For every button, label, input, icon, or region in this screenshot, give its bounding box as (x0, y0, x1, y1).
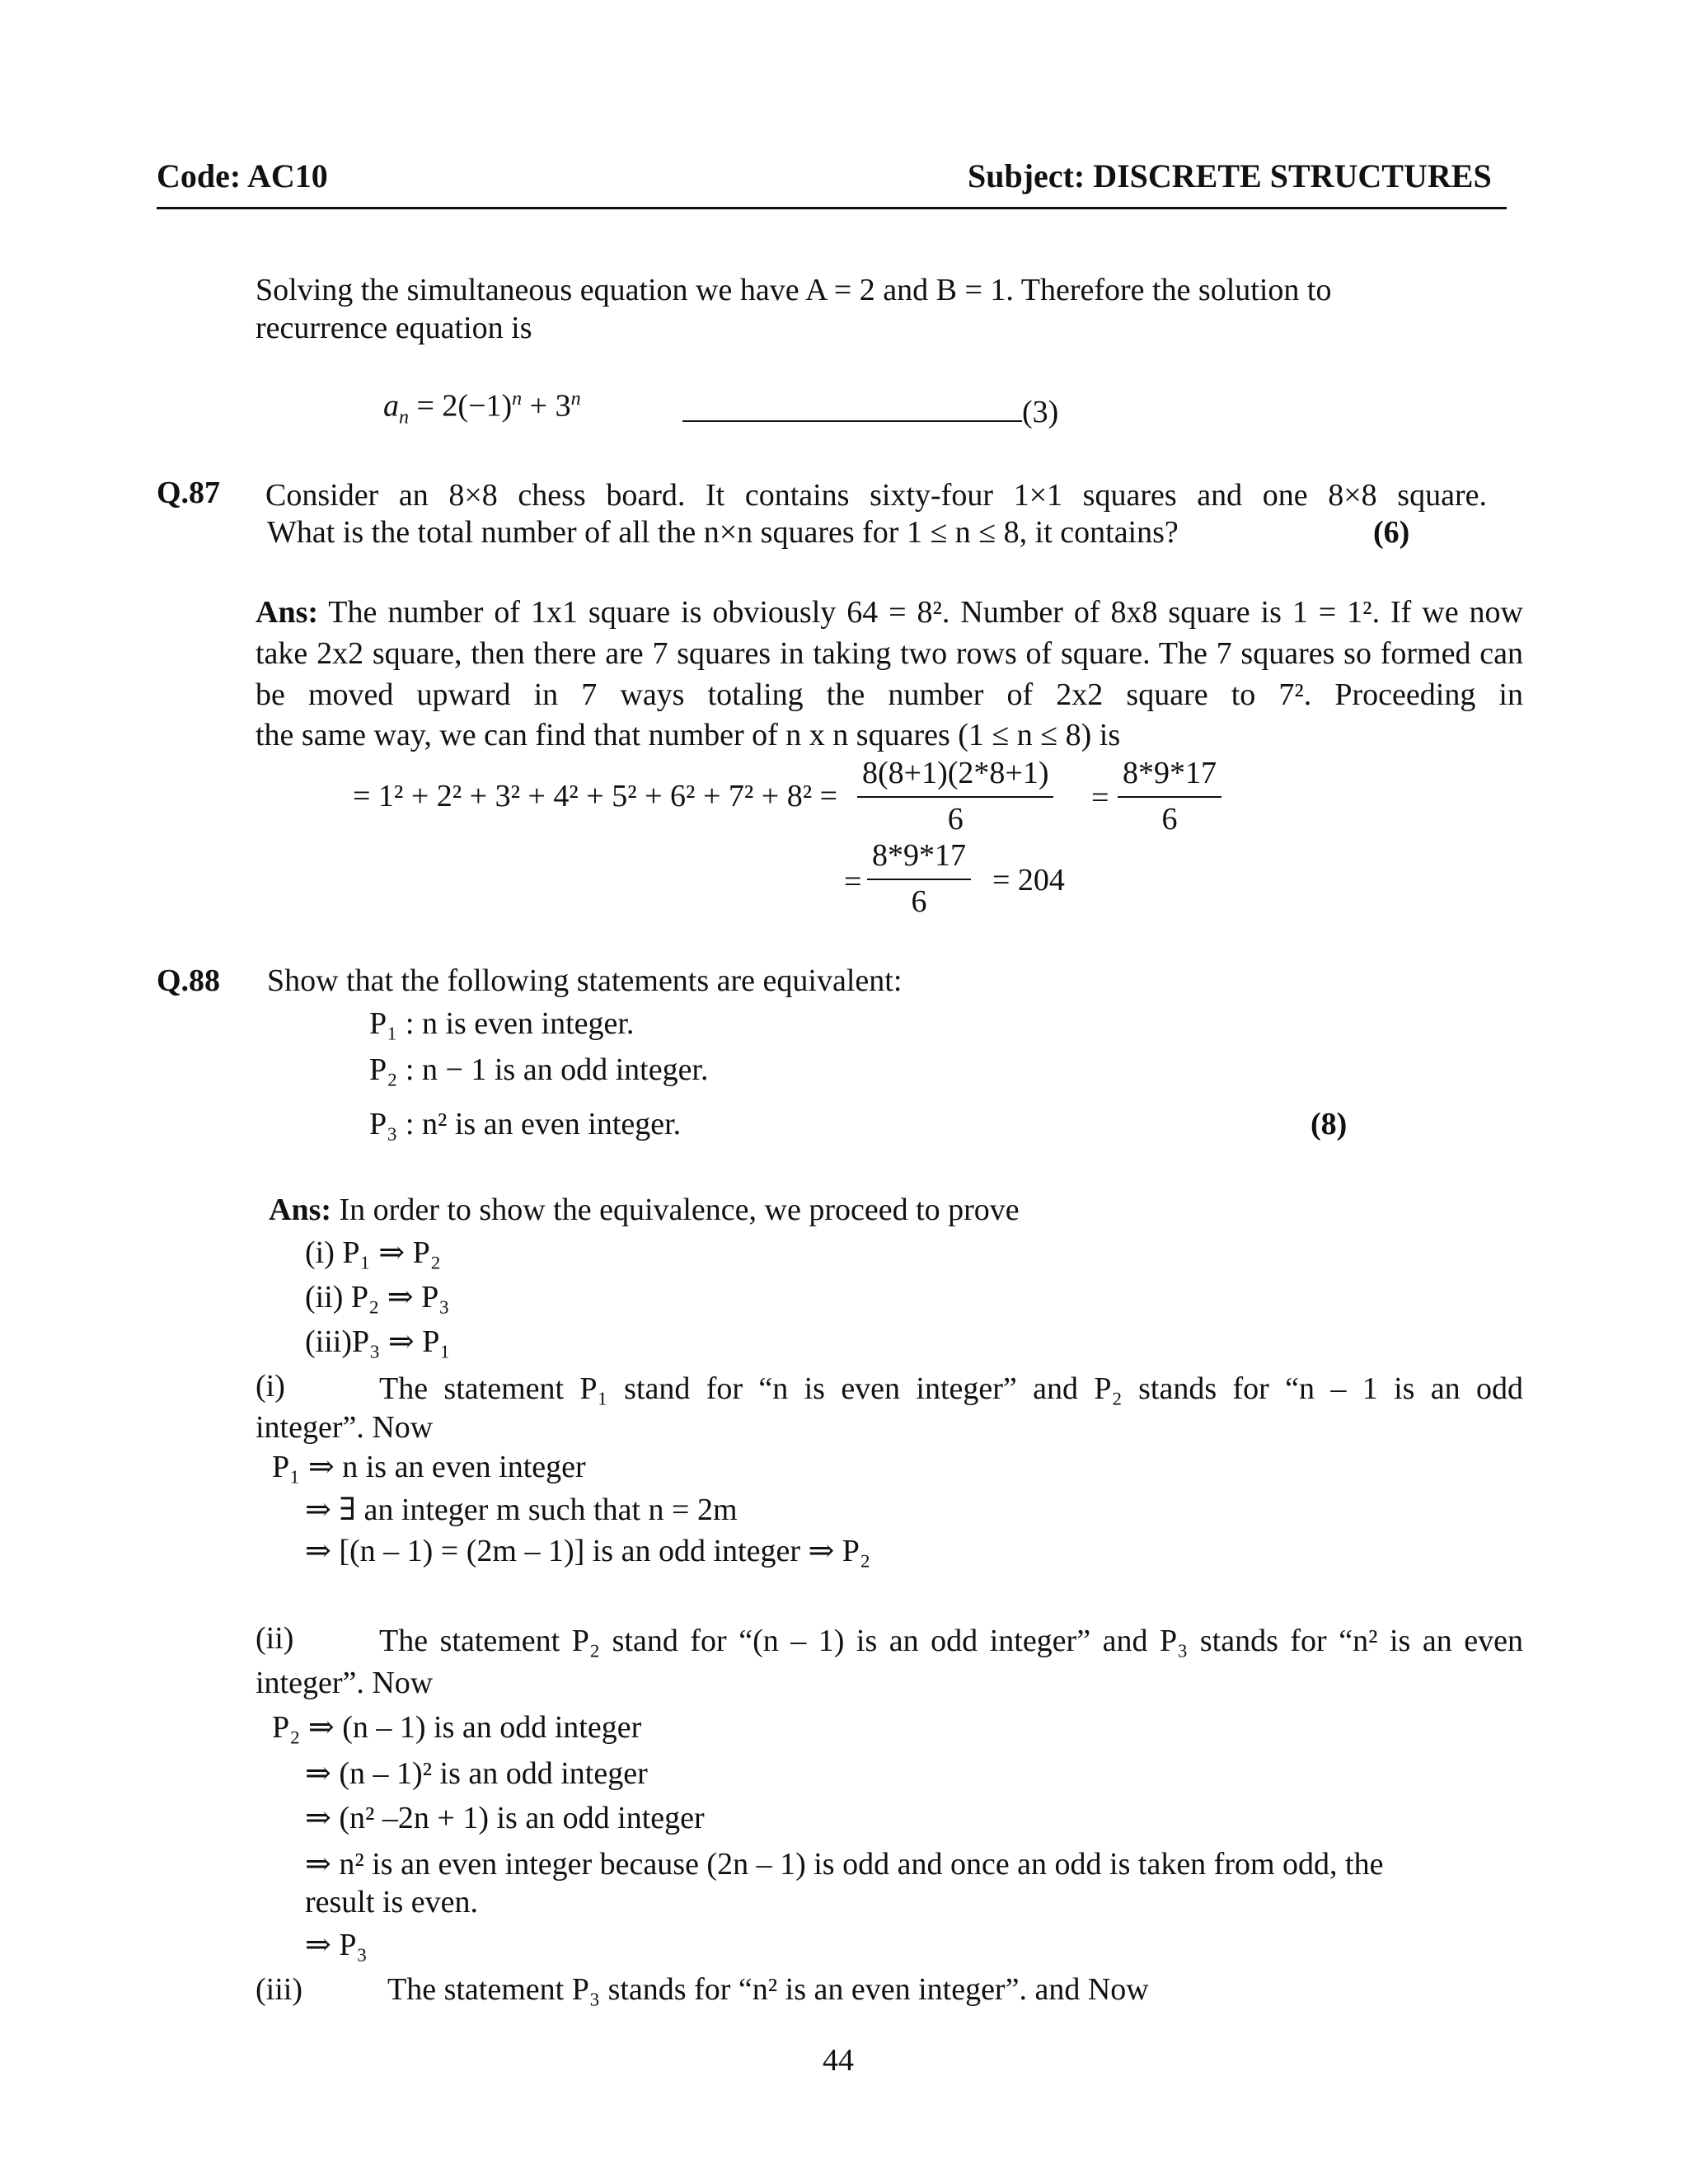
part-i-label: (i) (256, 1369, 285, 1404)
fraction-1-numerator: 8(8+1)(2*8+1) (857, 755, 1053, 798)
step-i: (i) P₁ ⇒ P₂ (305, 1235, 441, 1270)
formula-sup-1: n (512, 388, 523, 410)
part-ii-line-3: ⇒ (n² –2n + 1) is an odd integer (305, 1801, 705, 1835)
formula-plus: + 3 (522, 388, 571, 424)
equation-blank-line (682, 420, 1022, 422)
q87-label: Q.87 (157, 476, 221, 510)
fraction-2-numerator: 8*9*17 (1118, 755, 1221, 798)
part-ii-line-2: ⇒ (n – 1)² is an odd integer (305, 1756, 648, 1791)
formula-sub: n (399, 406, 409, 429)
part-ii-line-4: ⇒ n² is an even integer because (2n – 1) is odd and once an odd is taken from odd, the (305, 1847, 1384, 1882)
fraction-1-denominator: 6 (947, 801, 964, 837)
part-i-line-1: P₁ ⇒ n is an even integer (272, 1450, 586, 1484)
fraction-2-denominator: 6 (1161, 801, 1178, 837)
part-ii-line-6: ⇒ P₃ (305, 1928, 368, 1962)
header-code: Code: AC10 (157, 157, 328, 194)
q88-label: Q.88 (157, 963, 221, 998)
q88-marks: (8) (1311, 1107, 1348, 1141)
q87-marks: (6) (1373, 515, 1410, 550)
formula-a: a (383, 388, 399, 424)
equals-sign-1: = (1091, 780, 1109, 815)
q88-ans-text: In order to show the equivalence, we proceed to prove (331, 1193, 1020, 1227)
fraction-2 (1118, 755, 1221, 838)
fraction-3-numerator: 8*9*17 (867, 837, 971, 880)
part-i-text: The statement P₁ stand for “n is even integer” and P₂ stands for “n – 1 is an odd (379, 1371, 1523, 1406)
q87-question-line-1: Consider an 8×8 chess board. It contains sixty-four 1×1 squares and one 8×8 square. (265, 478, 1487, 513)
part-i-continued: integer”. Now (256, 1410, 434, 1445)
statement-p3: P₃ : n² is an even integer. (369, 1107, 682, 1141)
recurrence-solution-formula (383, 387, 581, 429)
statement-p1: P₁ : n is even integer. (369, 1006, 635, 1041)
part-i-line-2: ⇒ ∃ an integer m such that n = 2m (305, 1493, 738, 1527)
formula-sup-2: n (570, 388, 581, 410)
q87-ans-label: Ans: (256, 595, 319, 630)
step-ii: (ii) P₂ ⇒ P₃ (305, 1280, 450, 1315)
intro-line-2: recurrence equation is (256, 311, 532, 345)
part-ii-line-1: P₂ ⇒ (n – 1) is an odd integer (272, 1710, 642, 1745)
formula-mid: = 2(−1) (409, 388, 513, 424)
q88-ans-label: Ans: (269, 1193, 332, 1227)
part-i-line-3: ⇒ [(n – 1) = (2m – 1)] is an odd integer ⇒ P₂ (305, 1534, 871, 1568)
step-iii: (iii)P₃ ⇒ P₁ (305, 1324, 451, 1359)
part-ii-label: (ii) (256, 1621, 294, 1656)
q87-answer-last-line: the same way, we can find that number of n x n squares (1 ≤ n ≤ 8) is (256, 718, 1121, 752)
header-rule (157, 207, 1507, 209)
intro-line-1: Solving the simultaneous equation we have A = 2 and B = 1. Therefore the solution to (256, 273, 1332, 307)
q88-question: Show that the following statements are equivalent: (267, 963, 903, 998)
part-ii-continued: integer”. Now (256, 1666, 434, 1700)
fraction-1 (857, 755, 1053, 838)
q87-ans-text: The number of 1x1 square is obviously 64 = 8². Number of 8x8 square is 1 = 1². If we now take 2x2 square, then there are 7 squares in taking two rows of square. The 7 squares so formed can be moved upward in 7 ways totaling the number of 2x2 square to 7². Proceeding in (256, 595, 1523, 712)
sum-of-squares: = 1² + 2² + 3² + 4² + 5² + 6² + 7² + 8² = (353, 779, 838, 813)
final-result: = 204 (992, 863, 1065, 898)
equation-number: (3) (1022, 395, 1059, 429)
page-number: 44 (823, 2043, 854, 2078)
fraction-3-denominator: 6 (911, 883, 927, 919)
q87-question-line-2: What is the total number of all the n×n squares for 1 ≤ n ≤ 8, it contains? (267, 515, 1179, 550)
part-ii-line-5: result is even. (305, 1885, 479, 1919)
statement-p2: P₂ : n − 1 is an odd integer. (369, 1052, 709, 1087)
header-subject: Subject: DISCRETE STRUCTURES (968, 157, 1492, 194)
part-ii-text: The statement P₂ stand for “(n – 1) is an odd integer” and P₃ stands for “n² is an even (379, 1624, 1523, 1658)
part-iii-label: (iii) (256, 1972, 302, 2007)
equals-sign-2: = (844, 865, 862, 899)
q88-answer-intro (269, 1192, 1020, 1230)
part-iii-text: The statement P₃ stands for “n² is an even integer”. and Now (387, 1972, 1149, 2007)
fraction-3 (867, 837, 971, 921)
